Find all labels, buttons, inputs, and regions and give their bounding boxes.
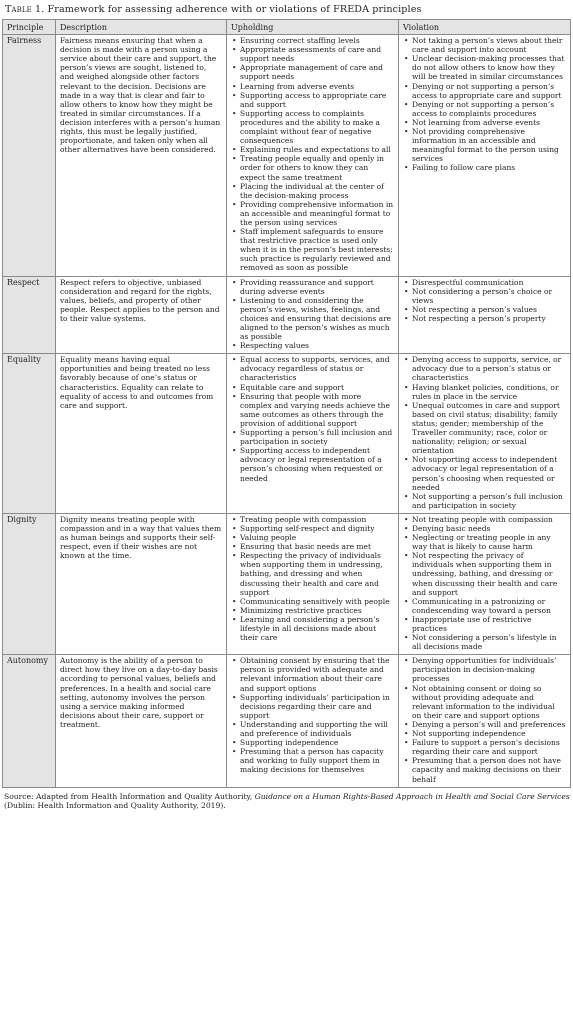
upholding-list-item: • Equitable care and support (231, 383, 394, 392)
principle-cell: Respect (3, 276, 56, 354)
source-title: Guidance on a Human Rights-Based Approach in Health and Social Care Services (254, 791, 570, 801)
header-description: Description (56, 20, 227, 35)
violation-list (403, 36, 566, 172)
description-cell: Equality means having equal opportunities and being treated no less favorably because of one’s status or characteristics. Equality can relate to equality of access to and outcomes from care and support. (56, 354, 227, 514)
violation-list-item: • Having blanket policies, conditions, or rules in place in the service (403, 383, 566, 401)
description-cell: Fairness means ensuring that when a decision is made with a person using a service about their care and support, the person’s views are sought, listened to, and weighed alongside other factors relevant to the decision. Decisions are made in a way that is clear and fair to allow others to know how they might be treated in similar circumstances. If a decision interferes with a person’s human rights, this must be legally justified, proportionate, and taken only when all other alternatives have been considered. (56, 35, 227, 276)
principle-cell: Equality (3, 354, 56, 514)
table-row (3, 354, 571, 514)
upholding-list-item: • Ensuring that people with more complex and varying needs achieve the same outcomes as others through the provision of additional support (231, 392, 394, 428)
upholding-cell (227, 35, 399, 276)
violation-list (403, 278, 566, 323)
violation-list-item: • Denying or not supporting a person’s access to complaints procedures (403, 100, 566, 118)
violation-list-item: • Denying a person’s will and preferences (403, 720, 566, 729)
upholding-cell (227, 354, 399, 514)
violation-list-item: • Not treating people with compassion (403, 515, 566, 524)
table-row (3, 35, 571, 276)
upholding-list (231, 656, 394, 774)
upholding-cell (227, 655, 399, 787)
upholding-list-item: • Respecting the privacy of individuals when supporting them in undressing, bathing, and dressing and when discussing their health and care and support (231, 551, 394, 596)
upholding-list-item: • Supporting access to independent advocacy or legal representation of a person’s choosing when requested or needed (231, 446, 394, 482)
violation-list-item: • Failing to follow care plans (403, 163, 566, 172)
violation-list-item: • Not obtaining consent or doing so without providing adequate and relevant information to the individual on their care and support options (403, 684, 566, 720)
violation-list (403, 355, 566, 510)
description-cell: Autonomy is the ability of a person to direct how they live on a day-to-day basis according to personal values, beliefs and preferences. In a health and social care setting, autonomy involves the person using a service making informed decisions about their care, support or treatment. (56, 655, 227, 787)
upholding-list (231, 515, 394, 642)
description-cell: Respect refers to objective, unbiased consideration and regard for the rights, values, beliefs, and property of other people. Respect applies to the person and to their value systems. (56, 276, 227, 354)
upholding-list-item: • Explaining rules and expectations to all (231, 145, 394, 154)
violation-list-item: • Denying opportunities for individuals’ participation in decision-making processes (403, 656, 566, 683)
violation-list-item: • Not supporting a person’s full inclusion and participation in society (403, 492, 566, 510)
violation-list-item: • Not learning from adverse events (403, 118, 566, 127)
upholding-list-item: • Supporting access to appropriate care and support (231, 91, 394, 109)
freda-framework-table (2, 19, 571, 788)
violation-list-item: • Not considering a person’s lifestyle in all decisions made (403, 633, 566, 651)
upholding-list-item: • Treating people equally and openly in order for others to know they can expect the same treatment (231, 154, 394, 181)
upholding-list-item: • Supporting independence (231, 738, 394, 747)
violation-list-item: • Not providing comprehensive information in an accessible and meaningful format to the person using services (403, 127, 566, 163)
source-suffix: (Dublin: Health Information and Quality Authority, 2019). (4, 801, 226, 810)
upholding-list-item: • Supporting a person’s full inclusion and participation in society (231, 428, 394, 446)
upholding-list-item: • Learning and considering a person’s lifestyle in all decisions made about their care (231, 615, 394, 642)
violation-list-item: • Denying access to supports, service, or advocacy due to a person’s status or characteristics (403, 355, 566, 382)
violation-list-item: • Denying or not supporting a person’s access to appropriate care and support (403, 82, 566, 100)
violation-cell (399, 276, 571, 354)
principle-cell: Dignity (3, 513, 56, 654)
table-row (3, 513, 571, 654)
violation-list-item: • Not respecting the privacy of individuals when supporting them in undressing, bathing, and dressing or when discussing their health and care and support (403, 551, 566, 596)
violation-cell (399, 655, 571, 787)
upholding-list-item: • Communicating sensitively with people (231, 597, 394, 606)
upholding-list-item: • Understanding and supporting the will and preference of individuals (231, 720, 394, 738)
upholding-cell (227, 276, 399, 354)
upholding-list-item: • Minimizing restrictive practices (231, 606, 394, 615)
violation-list (403, 656, 566, 783)
upholding-list-item: • Presuming that a person has capacity and working to fully support them in making decisions for themselves (231, 747, 394, 774)
violation-list-item: • Not taking a person’s views about their care and support into account (403, 36, 566, 54)
upholding-list-item: • Supporting self-respect and dignity (231, 524, 394, 533)
violation-list-item: • Failure to support a person’s decisions regarding their care and support (403, 738, 566, 756)
table-row (3, 655, 571, 787)
violation-list-item: • Unclear decision-making processes that do not allow others to know how they will be treated in similar circumstances (403, 54, 566, 81)
header-principle: Principle (3, 20, 56, 35)
violation-list-item: • Unequal outcomes in care and support based on civil status; disability; family status; gender; membership of the Traveller community; race, color or nationality; religion; or sexual orientation (403, 401, 566, 456)
upholding-list-item: • Appropriate management of care and support needs (231, 63, 394, 81)
table-body (3, 35, 571, 788)
violation-list-item: • Not supporting independence (403, 729, 566, 738)
violation-list-item: • Disrespectful communication (403, 278, 566, 287)
violation-cell (399, 354, 571, 514)
upholding-list-item: • Ensuring that basic needs are met (231, 542, 394, 551)
upholding-list (231, 355, 394, 482)
upholding-list-item: • Providing comprehensive information in an accessible and meaningful format to the person using services (231, 200, 394, 227)
table-row (3, 276, 571, 354)
principle-cell: Fairness (3, 35, 56, 276)
description-cell: Dignity means treating people with compassion and in a way that values them as human beings and supports their self-respect, even if their wishes are not known at the time. (56, 513, 227, 654)
violation-list-item: • Presuming that a person does not have capacity and making decisions on their behalf (403, 756, 566, 783)
upholding-list-item: • Treating people with compassion (231, 515, 394, 524)
upholding-list-item: • Listening to and considering the person’s views, wishes, feelings, and choices and ensuring that decisions are aligned to the person’s wishes as much as possible (231, 296, 394, 341)
upholding-list-item: • Supporting individuals’ participation in decisions regarding their care and support (231, 693, 394, 720)
violation-list-item: • Inappropriate use of restrictive practices (403, 615, 566, 633)
header-violation: Violation (399, 20, 571, 35)
violation-cell (399, 513, 571, 654)
principle-cell: Autonomy (3, 655, 56, 787)
upholding-list-item: • Supporting access to complaints procedures and the ability to make a complaint without fear of negative consequences (231, 109, 394, 145)
violation-list-item: • Not supporting access to independent advocacy or legal representation of a person’s choosing when requested or needed (403, 455, 566, 491)
violation-list-item: • Not respecting a person’s property (403, 314, 566, 323)
upholding-list-item: • Learning from adverse events (231, 82, 394, 91)
upholding-list-item: • Placing the individual at the center of the decision-making process (231, 182, 394, 200)
upholding-list-item: • Staff implement safeguards to ensure that restrictive practice is used only when it is in the person’s best interests; such practice is regularly reviewed and removed as soon as possible (231, 227, 394, 272)
violation-list-item: • Not respecting a person’s values (403, 305, 566, 314)
upholding-list-item: • Ensuring correct staffing levels (231, 36, 394, 45)
violation-list (403, 515, 566, 651)
upholding-list-item: • Obtaining consent by ensuring that the person is provided with adequate and relevant information about their care and support options (231, 656, 394, 692)
header-upholding: Upholding (227, 20, 399, 35)
upholding-list (231, 278, 394, 351)
source-prefix: Source: Adapted from Health Information and Quality Authority, (4, 791, 253, 801)
table-label: Table 1. (5, 4, 45, 15)
upholding-list-item: • Providing reassurance and support during adverse events (231, 278, 394, 296)
table-title: Framework for assessing adherence with or violations of FREDA principles (47, 4, 422, 15)
source-note (4, 792, 572, 811)
upholding-list-item: • Valuing people (231, 533, 394, 542)
upholding-list-item: • Equal access to supports, services, and advocacy regardless of status or characteristics (231, 355, 394, 382)
table-header-row (3, 20, 571, 35)
upholding-list (231, 36, 394, 272)
table-caption (5, 4, 572, 15)
violation-list-item: • Neglecting or treating people in any way that is likely to cause harm (403, 533, 566, 551)
violation-list-item: • Communicating in a patronizing or condescending way toward a person (403, 597, 566, 615)
violation-cell (399, 35, 571, 276)
upholding-list-item: • Respecting values (231, 341, 394, 350)
upholding-list-item: • Appropriate assessments of care and support needs (231, 45, 394, 63)
violation-list-item: • Not considering a person’s choice or views (403, 287, 566, 305)
violation-list-item: • Denying basic needs (403, 524, 566, 533)
upholding-cell (227, 513, 399, 654)
